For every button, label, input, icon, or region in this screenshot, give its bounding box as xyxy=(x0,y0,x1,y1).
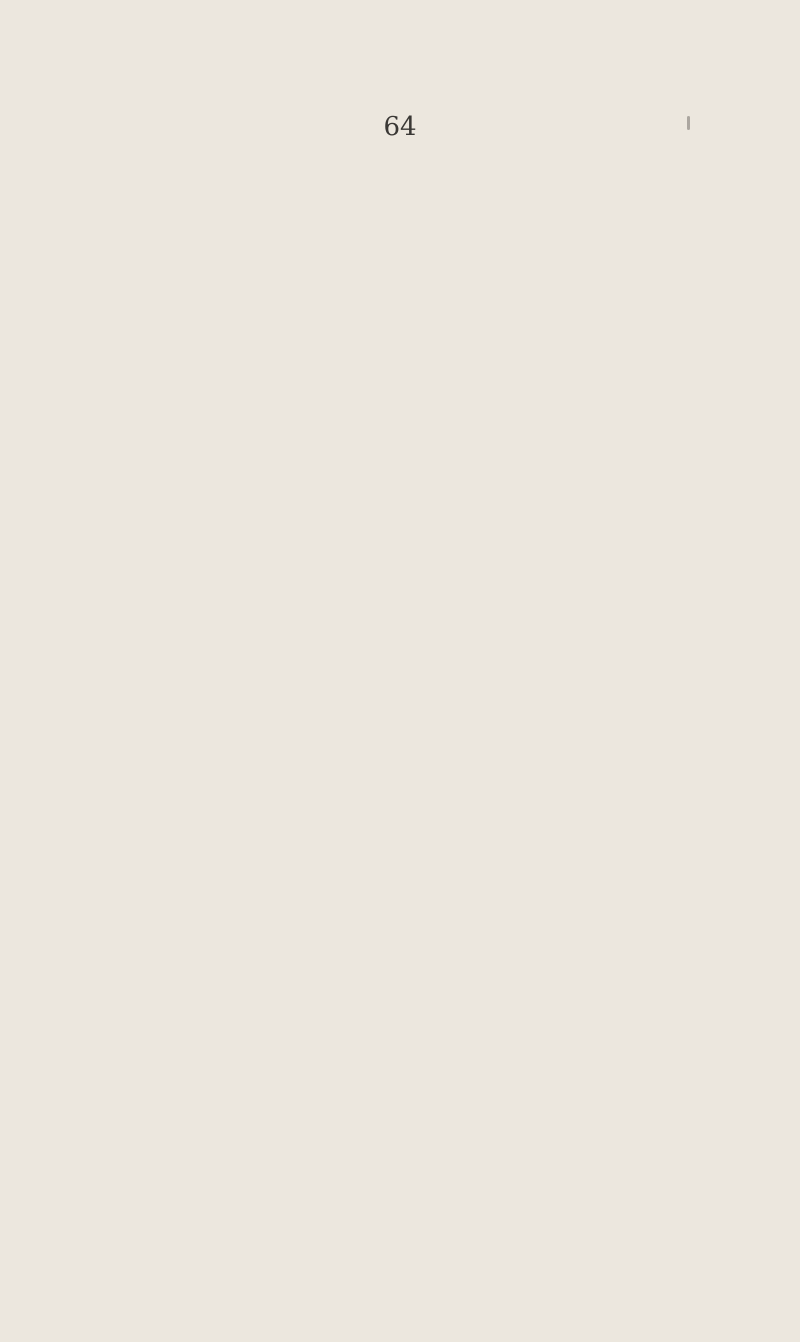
page-number: 64 xyxy=(383,112,417,142)
scan-mark xyxy=(687,116,690,130)
